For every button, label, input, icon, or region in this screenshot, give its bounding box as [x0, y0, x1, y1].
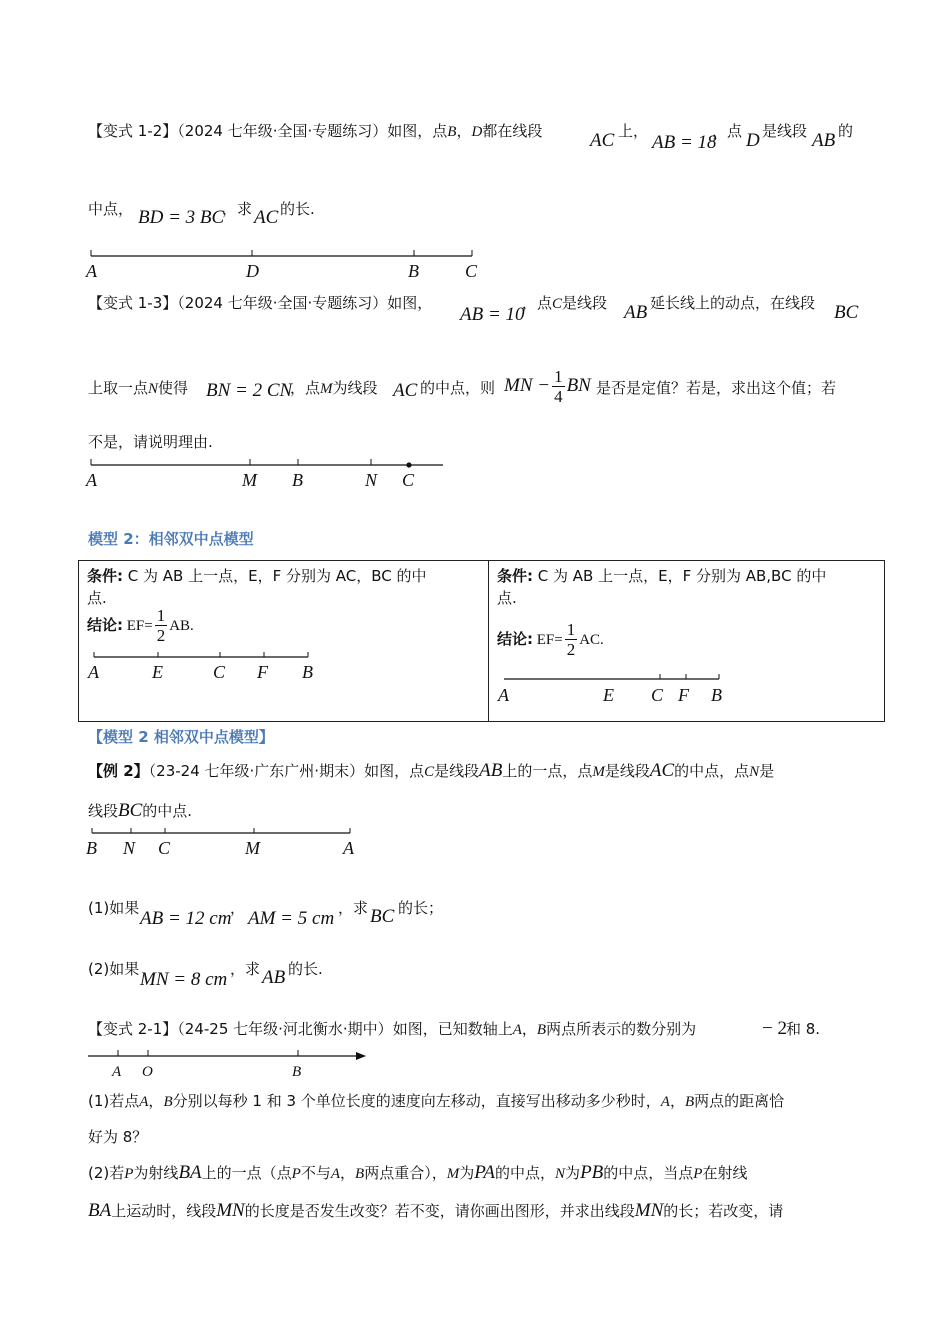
variant-2-1-line1	[88, 1018, 696, 1039]
mn: MN −	[504, 375, 551, 396]
label-a: A	[86, 261, 97, 281]
point-label: N	[555, 1166, 566, 1182]
text: (1)若点	[88, 1092, 140, 1110]
point-label: A	[660, 1094, 670, 1110]
right-condition	[497, 565, 826, 586]
segment-bc: BC	[370, 906, 395, 927]
text: ，	[230, 899, 246, 917]
text: 上的一点（点	[201, 1164, 292, 1182]
variant-1-2-line1	[88, 120, 542, 141]
text: 的中点，	[495, 1164, 556, 1182]
fraction	[565, 621, 578, 658]
text: 的中点，当点	[603, 1164, 694, 1182]
variant-source: （2024 七年级·全国·专题练习）	[177, 294, 388, 312]
text: ，	[456, 122, 472, 140]
text: ，点	[290, 379, 321, 397]
text: 两点的距离恰	[694, 1092, 785, 1110]
example-tag: 【例 2】	[88, 762, 149, 780]
segment-pa: PA	[474, 1162, 496, 1183]
equation: AB = 12 cm	[140, 908, 232, 929]
concl-after: AB.	[169, 618, 194, 634]
text: ，求	[230, 960, 261, 978]
point-label: B	[163, 1094, 173, 1110]
variant-1-3-line1	[88, 292, 432, 313]
text: 为	[565, 1164, 581, 1182]
label-c: C	[465, 261, 478, 281]
text: (2)若	[88, 1164, 125, 1182]
point-label: P	[124, 1166, 134, 1182]
label-b: B	[302, 662, 313, 682]
point-label: P	[693, 1166, 703, 1182]
ray-ba: BA	[88, 1200, 112, 1221]
left-figure	[83, 651, 333, 685]
left-conclusion	[87, 607, 194, 644]
text: 的长；	[398, 899, 444, 917]
right-conclusion	[497, 621, 604, 658]
text: 是否是定值？若是，求出这个值；若	[596, 379, 837, 397]
label-n: N	[123, 838, 136, 858]
figure-segment-ambnc	[80, 456, 460, 496]
fraction	[155, 607, 168, 644]
text: 中点，	[88, 200, 134, 218]
text: 的长.	[288, 960, 323, 978]
text: 上运动时，线段	[111, 1202, 217, 1220]
question-2-text: (2)如果	[88, 960, 140, 978]
text: 的长度是否发生改变？若不变，请你画出图形，并求出线段	[244, 1202, 635, 1220]
text: ，	[340, 1164, 356, 1182]
equation	[652, 132, 717, 154]
v13-line2a	[88, 377, 188, 398]
text: 分别以每秒 1 和 3 个单位长度的速度向左移动，直接写出移动多少秒时，	[172, 1092, 661, 1110]
label-a: A	[88, 662, 99, 682]
label-b: B	[292, 1064, 302, 1080]
v13-text	[522, 292, 607, 313]
text: 两点所表示的数分别为	[546, 1020, 697, 1038]
concl-label: 结论:	[497, 630, 533, 648]
label-a: A	[86, 470, 97, 490]
left-condition-cont: 点.	[87, 589, 107, 607]
model-2-box	[78, 560, 885, 722]
v21-question-2	[88, 1162, 747, 1184]
text: 的中点，点	[674, 762, 750, 780]
text: 是线段	[604, 762, 650, 780]
text: 为射线	[133, 1164, 179, 1182]
segment-ac: AC	[393, 380, 418, 401]
text: 是线段	[434, 762, 480, 780]
point-label: A	[330, 1166, 341, 1182]
point-label: M	[320, 381, 333, 397]
text: 上的一点，点	[502, 762, 593, 780]
text: 如图，点	[364, 762, 425, 780]
concl-text: EF=	[123, 618, 153, 634]
point-label: A	[139, 1094, 149, 1110]
text: 不与	[300, 1164, 331, 1182]
example-2-line2	[88, 800, 192, 822]
numerator: 1	[554, 367, 563, 386]
variant-tag: 【变式 1-2】	[88, 122, 178, 140]
text: 的中点，则	[420, 379, 496, 397]
label-b: B	[408, 261, 419, 281]
text: 上取一点	[88, 379, 149, 397]
text: 都在线段	[482, 122, 543, 140]
text: 线段	[88, 802, 119, 820]
right-condition-cont: 点.	[497, 589, 517, 607]
text: 为	[459, 1164, 475, 1182]
right-figure	[493, 673, 743, 709]
label-b: B	[711, 685, 722, 705]
ray-ba: BA	[178, 1162, 202, 1183]
left-condition	[87, 565, 426, 586]
equation: AM = 5 cm	[248, 908, 335, 929]
variant-source: （24-25 七年级·河北衡水·期中）	[177, 1020, 393, 1038]
concl-label: 结论:	[87, 616, 123, 634]
label-e: E	[603, 685, 614, 705]
variant-source: （2024 七年级·全国·专题练习）	[177, 122, 388, 140]
text: 的中点.	[142, 802, 193, 820]
expression	[504, 368, 591, 405]
text: ，点	[712, 122, 743, 140]
number-line	[80, 1046, 380, 1082]
label-f: F	[678, 685, 689, 705]
segment-bc: BC	[834, 302, 859, 323]
numerator: 1	[156, 606, 166, 625]
text: ，	[669, 1092, 685, 1110]
point-label: A	[512, 1022, 522, 1038]
point-label: M	[592, 764, 605, 780]
text: 是线段	[562, 294, 608, 312]
text: ，点	[522, 294, 553, 312]
text: 上，	[618, 122, 649, 140]
segment-ab: AB	[479, 760, 503, 781]
text: 为线段	[332, 379, 378, 397]
text: ，求	[338, 899, 369, 917]
label-e: E	[152, 662, 163, 682]
label-a: A	[112, 1064, 122, 1080]
segment-ab: AB	[624, 302, 648, 323]
text: 使得	[158, 379, 189, 397]
point-label: N	[148, 381, 159, 397]
segment-ac: AC	[649, 760, 675, 781]
concl-after: AC.	[579, 632, 604, 648]
text: 延长线上的动点，在线段	[650, 294, 816, 312]
text: ，	[148, 1092, 164, 1110]
text: 两点重合），	[364, 1164, 447, 1182]
text: 如图，	[387, 294, 433, 312]
label-a: A	[498, 685, 509, 705]
text: 在射线	[702, 1164, 748, 1182]
text: ，求	[222, 200, 253, 218]
divider	[488, 561, 489, 721]
eq-text: AB = 18	[652, 132, 717, 153]
text: ，	[521, 1020, 537, 1038]
v21-question-1	[88, 1090, 784, 1111]
text: 是线段	[762, 122, 808, 140]
variant-tag: 【变式 1-3】	[88, 294, 178, 312]
number-neg2: − 2	[762, 1018, 787, 1039]
dot-c	[406, 462, 411, 467]
point-label: B	[355, 1166, 365, 1182]
point-label: B	[536, 1022, 547, 1038]
v21-question-2-line2	[88, 1200, 783, 1222]
denominator: 4	[554, 387, 563, 406]
label-a: A	[343, 838, 354, 858]
label-b: B	[292, 470, 303, 490]
segment-ac: AC	[590, 130, 615, 151]
label-c: C	[402, 470, 415, 490]
segment-mn: MN	[216, 1200, 245, 1221]
figure-segment-adbc	[80, 244, 500, 284]
segment-pb: PB	[580, 1162, 604, 1183]
numerator: 1	[566, 620, 576, 639]
text: 的	[838, 122, 854, 140]
point-label: C	[552, 296, 563, 312]
arrow-icon	[356, 1052, 366, 1060]
segment-bc: BC	[118, 800, 143, 821]
question-1-text: (1)如果	[88, 899, 140, 917]
segment-ab: AB	[262, 967, 286, 988]
text: 好为 8？	[88, 1128, 148, 1146]
label-d: D	[246, 261, 259, 281]
model-2-heading: 模型 2：相邻双中点模型	[88, 530, 254, 548]
example-source: （23-24 七年级·广东广州·期末）	[148, 762, 365, 780]
example-2-line1	[88, 760, 774, 782]
text: 如图，点	[387, 122, 448, 140]
point-label: M	[446, 1166, 460, 1182]
cond-label: 条件:	[497, 567, 533, 585]
text: 的长.	[280, 200, 315, 218]
point-label: D	[471, 124, 483, 140]
equation: AB = 10	[460, 304, 525, 325]
point-label: N	[749, 764, 760, 780]
equation: BD = 3 BC	[138, 207, 225, 228]
label-f: F	[257, 662, 268, 682]
point-label: B	[684, 1094, 695, 1110]
model-2-title: 【模型 2 相邻双中点模型】	[88, 728, 274, 746]
figure-bncma	[80, 828, 370, 864]
label-m: M	[242, 470, 257, 490]
segment-mn: MN	[634, 1200, 664, 1221]
variant-tag: 【变式 2-1】	[88, 1020, 178, 1038]
segment-ab: AB	[812, 130, 836, 151]
label-b: B	[86, 838, 97, 858]
point-label: C	[424, 764, 435, 780]
denominator: 2	[566, 640, 576, 659]
denominator: 2	[156, 626, 166, 645]
text: 的长；若改变，请	[663, 1202, 784, 1220]
label-m: M	[245, 838, 260, 858]
label-c: C	[158, 838, 171, 858]
equation: MN = 8 cm	[140, 969, 228, 990]
label-c: C	[213, 662, 226, 682]
text: 不是，请说明理由.	[88, 433, 213, 451]
label-c: C	[651, 685, 664, 705]
fraction	[552, 368, 565, 405]
cond-label: 条件:	[87, 567, 123, 585]
text: 是	[759, 762, 775, 780]
v13-line2b	[290, 377, 378, 398]
point-d: D	[746, 130, 760, 151]
bn: BN	[566, 375, 591, 396]
label-n: N	[365, 470, 378, 490]
label-o: O	[142, 1064, 153, 1080]
cond-text: C 为 AB 上一点，E，F 分别为 AC，BC 的中	[123, 567, 427, 585]
equation: BN = 2 CN	[206, 380, 293, 401]
concl-text: EF=	[533, 632, 563, 648]
cond-text: C 为 AB 上一点，E，F 分别为 AB,BC 的中	[533, 567, 827, 585]
point-label: B	[447, 124, 457, 140]
text: 如图，已知数轴上	[392, 1020, 513, 1038]
point-label: P	[291, 1166, 301, 1182]
segment-ac: AC	[254, 207, 279, 228]
text: 和 8.	[786, 1020, 821, 1038]
